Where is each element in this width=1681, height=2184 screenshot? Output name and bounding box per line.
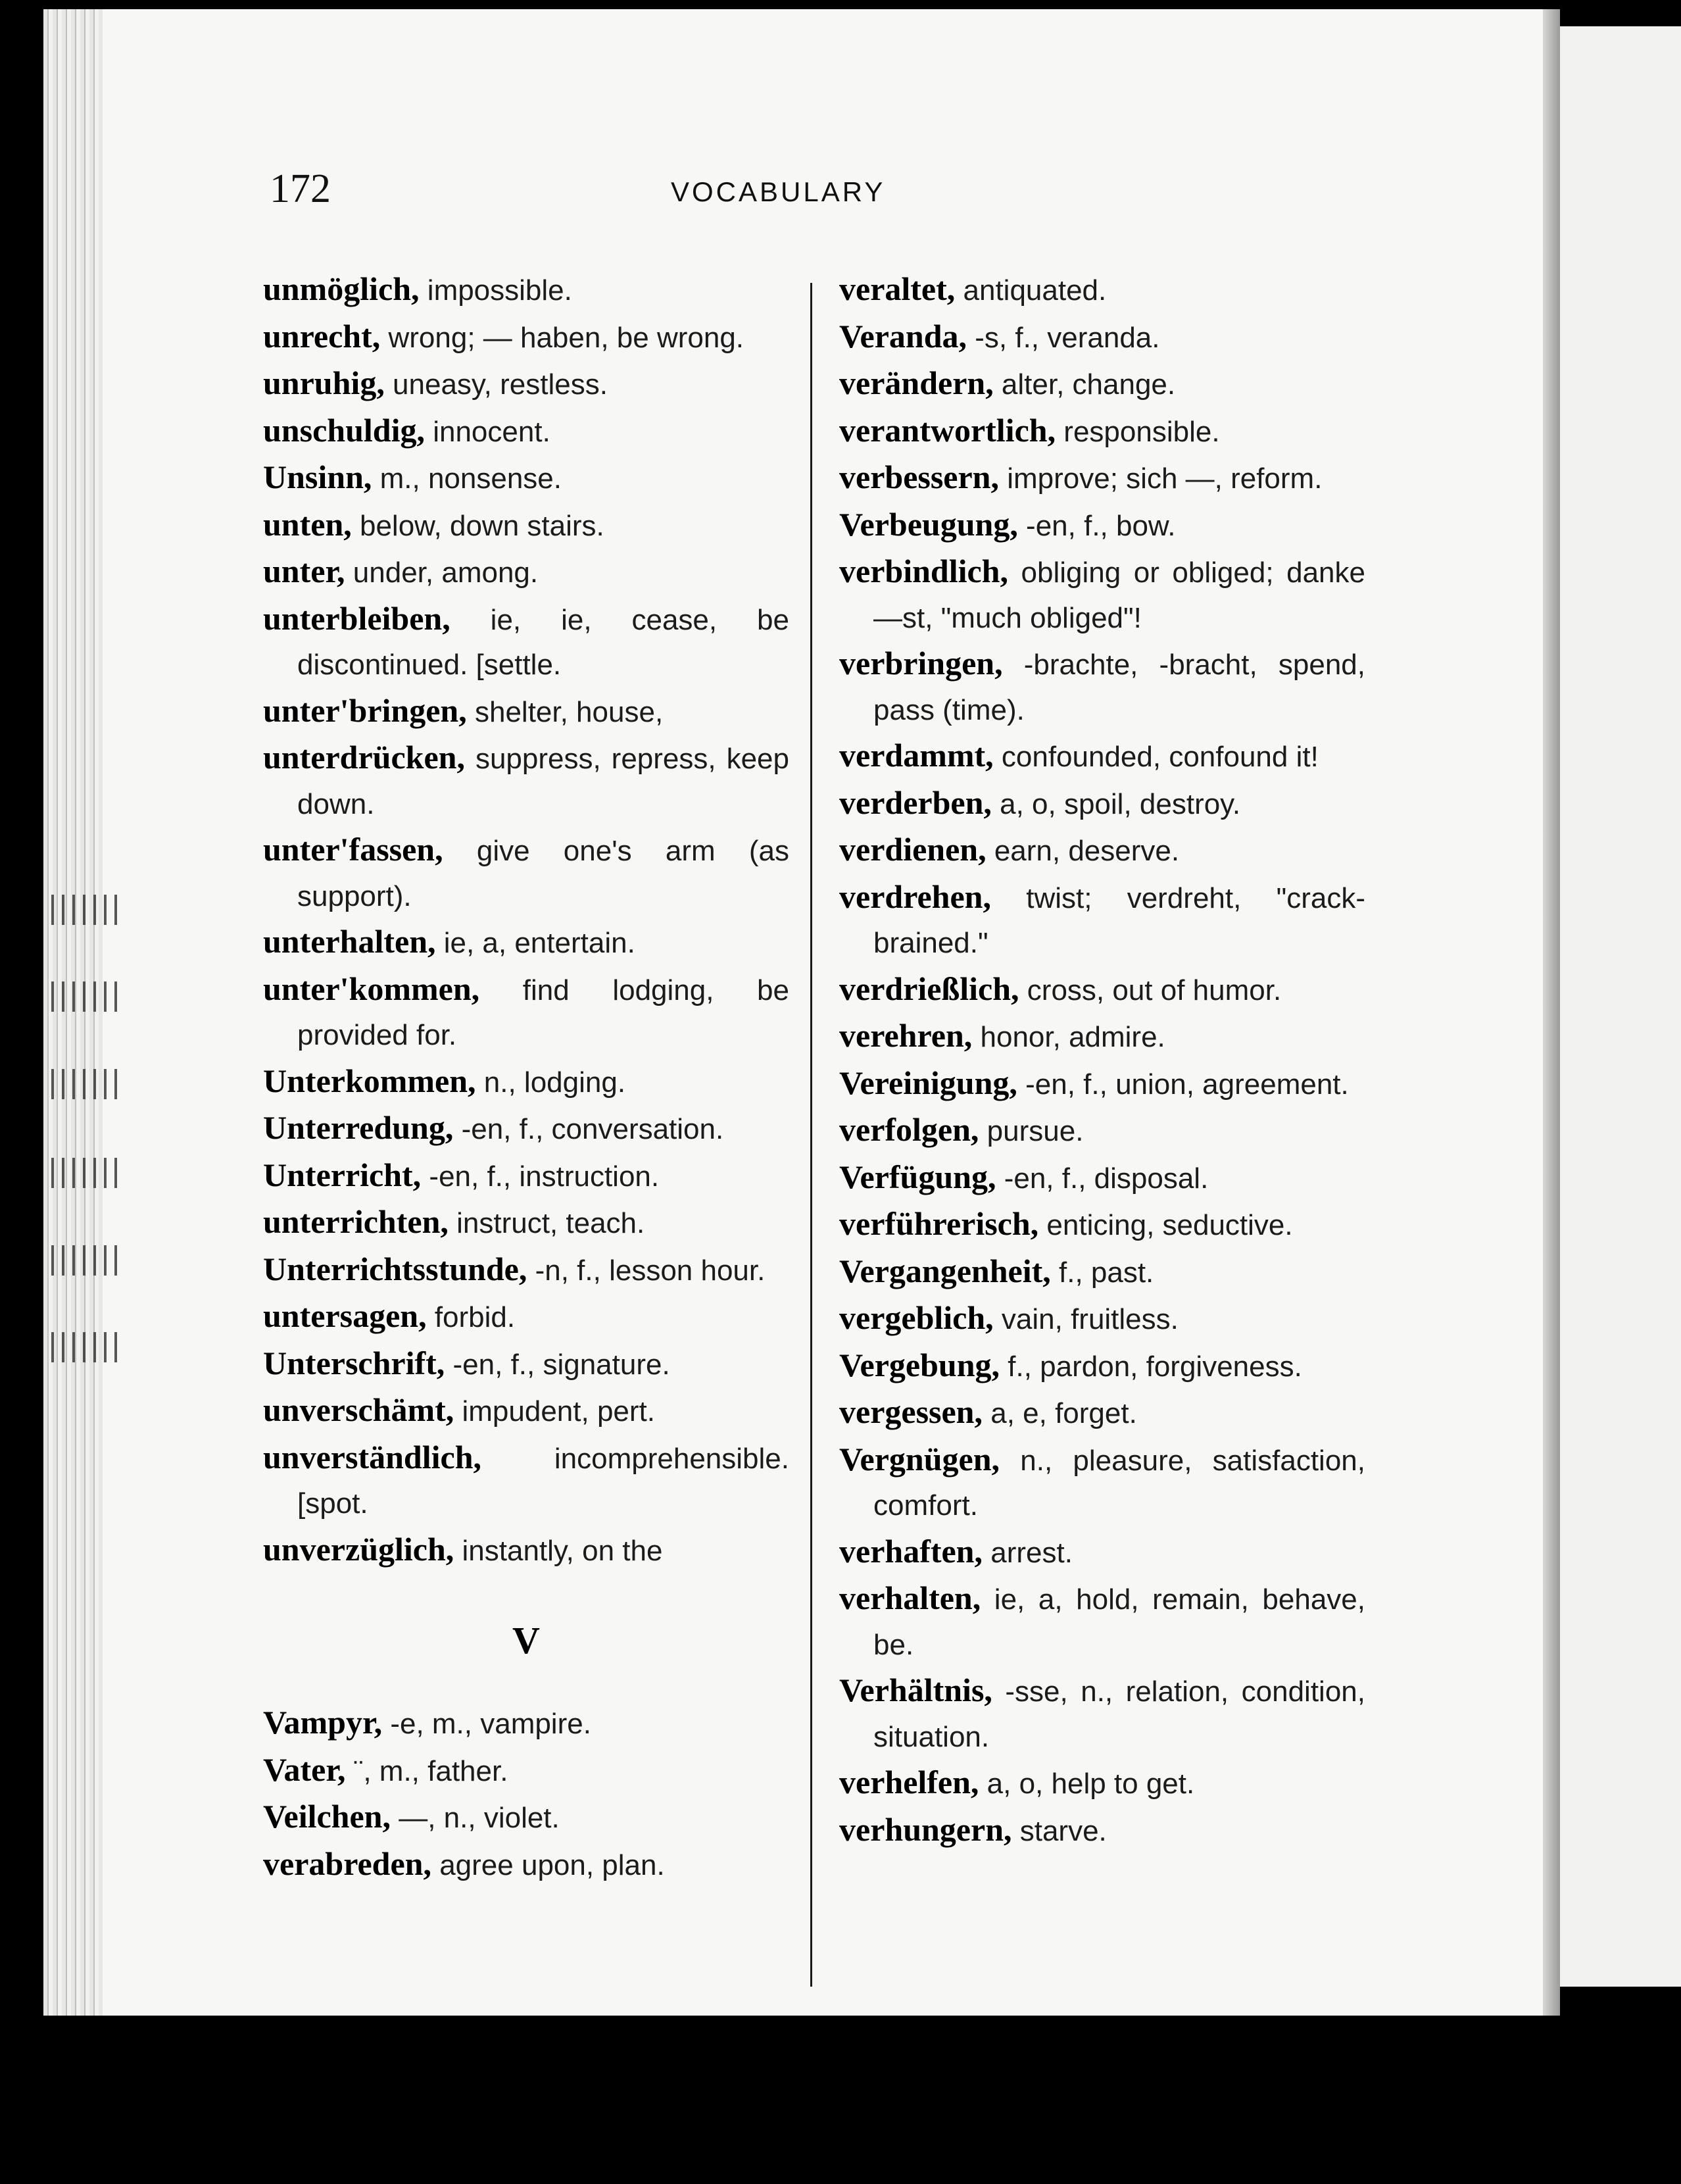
entry-headword: verhalten, <box>839 1579 981 1616</box>
dictionary-entry <box>839 314 1365 361</box>
dictionary-entry <box>839 827 1365 874</box>
dictionary-entry <box>839 455 1365 502</box>
edge-mark <box>51 1332 124 1362</box>
entry-definition: agree upon, plan. <box>431 1849 665 1881</box>
dictionary-entry <box>839 1807 1365 1854</box>
page-edges <box>43 9 103 2016</box>
entry-definition: -en, f., bow. <box>1017 509 1176 542</box>
entry-headword: Unsinn, <box>263 459 372 495</box>
entry-headword: unschuldig, <box>263 411 425 449</box>
entry-definition: pursue. <box>979 1115 1084 1147</box>
entry-headword: unter'kommen, <box>263 970 480 1007</box>
entry-headword: verfolgen, <box>839 1111 979 1148</box>
entry-definition: -en, f., union, agreement. <box>1017 1068 1349 1101</box>
entry-headword: verdrießlich, <box>839 970 1019 1007</box>
dictionary-entry <box>263 455 789 502</box>
entry-definition: impudent, pert. <box>454 1395 655 1427</box>
entry-headword: veraltet, <box>839 270 956 307</box>
dictionary-entry <box>263 596 789 688</box>
dictionary-entry <box>839 1343 1365 1390</box>
entry-definition: ie, a, hold, remain, behave, be. <box>873 1583 1365 1661</box>
dictionary-entry <box>839 1389 1365 1437</box>
entry-headword: verhungern, <box>839 1810 1012 1848</box>
entry-headword: verdienen, <box>839 831 987 868</box>
entry-definition: a, o, help to get. <box>979 1768 1195 1800</box>
dictionary-entry <box>263 688 789 735</box>
entry-headword: unterdrücken, <box>263 739 465 776</box>
entry-headword: unter'bringen, <box>263 691 467 729</box>
running-head: VOCABULARY <box>671 176 886 207</box>
entry-headword: unterrichten, <box>263 1203 449 1240</box>
entry-headword: verabreden, <box>263 1845 431 1882</box>
entry-headword: vergessen, <box>839 1393 983 1430</box>
entry-headword: untersagen, <box>263 1297 427 1334</box>
dictionary-entry <box>839 1013 1365 1060</box>
dictionary-entry <box>263 919 789 966</box>
dictionary-entry <box>839 1529 1365 1576</box>
entry-definition: m., nonsense. <box>372 462 562 495</box>
entry-headword: unter, <box>263 553 345 589</box>
entry-headword: verbringen, <box>839 645 1003 682</box>
entry-headword: Veilchen, <box>263 1798 391 1835</box>
section-letter: V <box>512 1619 540 1662</box>
dictionary-entry <box>839 1107 1365 1154</box>
entry-definition: wrong; — haben, be wrong. <box>380 321 744 354</box>
entry-definition: innocent. <box>424 415 550 448</box>
dictionary-entry <box>839 1154 1365 1202</box>
entry-definition: starve. <box>1011 1814 1107 1847</box>
dictionary-entry <box>263 1747 789 1795</box>
entry-headword: Veranda, <box>839 317 967 355</box>
dictionary-entry <box>839 549 1365 641</box>
entry-headword: Unterkommen, <box>263 1062 476 1099</box>
entry-definition: -en, f., disposal. <box>996 1162 1209 1195</box>
entry-definition: honor, admire. <box>972 1021 1165 1053</box>
entry-headword: verantwortlich, <box>839 411 1056 449</box>
dictionary-entry <box>263 1247 789 1294</box>
entry-definition: twist; verdreht, "crack-brained." <box>873 881 1365 959</box>
entry-definition: -e, m., vampire. <box>382 1708 591 1740</box>
entry-definition: give one's arm (as support). <box>297 835 789 912</box>
entry-definition: -en, f., instruction. <box>421 1160 660 1193</box>
entry-headword: Vergnügen, <box>839 1440 1000 1477</box>
entry-headword: Vampyr, <box>263 1704 383 1741</box>
dictionary-entry <box>263 1700 789 1747</box>
entry-headword: Verfügung, <box>839 1158 996 1195</box>
right-column <box>839 266 1365 1854</box>
entry-definition: arrest. <box>983 1536 1073 1569</box>
dictionary-entry <box>839 1437 1365 1529</box>
entry-definition: under, among. <box>345 557 539 589</box>
entry-headword: vergeblich, <box>839 1299 994 1336</box>
entry-definition: f., past. <box>1050 1256 1154 1289</box>
entry-headword: unruhig, <box>263 364 385 401</box>
entry-headword: verdammt, <box>839 737 994 774</box>
entry-definition: confounded, confound it! <box>993 741 1319 773</box>
dictionary-entry <box>839 408 1365 455</box>
entry-definition: n., lodging. <box>475 1066 626 1099</box>
entry-headword: unterbleiben, <box>263 599 451 637</box>
entry-definition: ie, a, entertain. <box>435 927 635 959</box>
dictionary-entry <box>839 1760 1365 1807</box>
left-entry-list <box>263 266 789 1574</box>
page-number: 172 <box>270 166 331 211</box>
entry-definition: ie, ie, cease, be discontinued. [settle. <box>297 603 789 681</box>
entry-definition: instruct, teach. <box>448 1207 645 1239</box>
entry-headword: Vergebung, <box>839 1346 1000 1383</box>
dictionary-entry <box>263 360 789 408</box>
entry-headword: unrecht, <box>263 317 381 355</box>
entry-definition: vain, fruitless. <box>993 1303 1179 1335</box>
dictionary-entry <box>839 502 1365 549</box>
dictionary-entry <box>839 1060 1365 1108</box>
edge-mark <box>51 981 124 1012</box>
entry-headword: Verhältnis, <box>839 1672 992 1708</box>
dictionary-entry <box>263 1527 789 1574</box>
entry-definition: -n, f., lesson hour. <box>527 1254 766 1287</box>
dictionary-entry <box>263 1199 789 1247</box>
entry-headword: unmöglich, <box>263 270 420 307</box>
dictionary-entry <box>839 1201 1365 1249</box>
entry-headword: Unterschrift, <box>263 1344 445 1381</box>
dictionary-entry <box>839 641 1365 733</box>
column-rule <box>810 283 812 1987</box>
entry-headword: unverständlich, <box>263 1438 482 1476</box>
page-header <box>263 166 1375 218</box>
entry-headword: unverzüglich, <box>263 1530 454 1568</box>
entry-definition: obliging or obliged; danke —st, "much obliged"! <box>873 557 1365 634</box>
entry-definition: forbid. <box>426 1301 516 1333</box>
entry-headword: verdrehen, <box>839 878 991 915</box>
entry-definition: below, down stairs. <box>351 509 604 542</box>
dictionary-entry <box>263 827 789 919</box>
entry-headword: unter'fassen, <box>263 831 443 868</box>
dictionary-entry <box>263 1435 789 1527</box>
entry-definition: antiquated. <box>955 274 1107 307</box>
dictionary-entry <box>263 1341 789 1388</box>
dictionary-entry <box>839 1576 1365 1668</box>
entry-definition: -en, f., signature. <box>445 1348 670 1381</box>
edge-mark <box>51 1245 124 1276</box>
dictionary-entry <box>263 1058 789 1106</box>
entry-definition: find lodging, be provided for. <box>297 974 789 1051</box>
right-entry-list <box>839 266 1365 1854</box>
dictionary-entry <box>839 266 1365 314</box>
entry-headword: Vereinigung, <box>839 1064 1017 1101</box>
dictionary-entry <box>839 966 1365 1014</box>
entry-definition: responsible. <box>1056 415 1220 448</box>
entry-definition: f., pardon, forgiveness. <box>1000 1350 1302 1383</box>
entry-headword: verehren, <box>839 1017 973 1054</box>
dictionary-entry <box>263 266 789 314</box>
dictionary-entry <box>263 735 789 827</box>
dictionary-entry <box>839 1668 1365 1760</box>
entry-headword: Vergangenheit, <box>839 1252 1051 1289</box>
entry-definition: -brachte, -bracht, spend, pass (time). <box>873 649 1365 726</box>
dictionary-entry <box>839 1295 1365 1343</box>
entry-definition: enticing, seductive. <box>1038 1209 1293 1241</box>
entry-definition: shelter, house, <box>466 695 664 728</box>
dictionary-entry <box>263 314 789 361</box>
dictionary-entry <box>263 502 789 549</box>
entry-definition: —, n., violet. <box>391 1802 560 1834</box>
entry-definition: impossible. <box>419 274 572 307</box>
dictionary-entry <box>839 733 1365 780</box>
entry-definition: a, e, forget. <box>983 1397 1137 1429</box>
dictionary-entry <box>263 1293 789 1341</box>
entry-headword: Unterredung, <box>263 1109 454 1146</box>
dictionary-entry <box>839 780 1365 828</box>
dictionary-entry <box>263 549 789 596</box>
entry-headword: verbindlich, <box>839 553 1008 589</box>
facing-page <box>1560 26 1681 1987</box>
dictionary-entry <box>839 360 1365 408</box>
entry-headword: unterhalten, <box>263 923 436 960</box>
entry-definition: instantly, on the <box>454 1534 663 1567</box>
dictionary-entry <box>263 1841 789 1889</box>
entry-headword: Vater, <box>263 1750 346 1788</box>
dictionary-entry <box>263 966 789 1058</box>
dictionary-entry <box>263 1387 789 1435</box>
left-entry-list-v <box>263 1700 789 1888</box>
entry-headword: verderben, <box>839 783 992 821</box>
entry-definition: ¨, m., father. <box>345 1754 508 1787</box>
entry-headword: verhelfen, <box>839 1764 979 1800</box>
entry-headword: verhaften, <box>839 1532 983 1570</box>
entry-definition: cross, out of humor. <box>1019 974 1282 1006</box>
entry-definition: n., pleasure, satisfaction, comfort. <box>873 1444 1365 1522</box>
entry-definition: uneasy, restless. <box>384 368 608 401</box>
edge-mark <box>51 895 124 925</box>
entry-definition: earn, deserve. <box>986 835 1180 867</box>
entry-headword: verführerisch, <box>839 1205 1039 1242</box>
entry-definition: suppress, repress, keep down. <box>297 743 789 820</box>
edge-mark <box>51 1069 124 1099</box>
entry-definition: alter, change. <box>993 368 1176 401</box>
dictionary-entry <box>263 1105 789 1153</box>
entry-definition: -sse, n., relation, condition, situation. <box>873 1675 1365 1753</box>
dictionary-entry <box>263 408 789 455</box>
entry-definition: a, o, spoil, destroy. <box>991 787 1241 820</box>
edge-mark <box>51 1158 124 1188</box>
entry-headword: unverschämt, <box>263 1391 454 1428</box>
dictionary-entry <box>263 1794 789 1841</box>
entry-headword: Unterricht, <box>263 1156 422 1193</box>
entry-headword: Verbeugung, <box>839 505 1018 543</box>
left-column <box>263 266 789 1888</box>
entry-headword: unten, <box>263 505 352 543</box>
dictionary-entry <box>839 874 1365 966</box>
entry-definition: incomprehensible. [spot. <box>297 1442 789 1520</box>
dictionary-entry <box>263 1153 789 1200</box>
entry-definition: improve; sich —, reform. <box>999 462 1323 495</box>
entry-definition: -en, f., conversation. <box>453 1113 724 1145</box>
entry-headword: verändern, <box>839 364 994 401</box>
dictionary-entry <box>839 1249 1365 1296</box>
entry-headword: verbessern, <box>839 459 999 495</box>
book-spine <box>1543 9 1560 2016</box>
entry-definition: -s, f., veranda. <box>967 321 1160 354</box>
entry-headword: Unterrichtsstunde, <box>263 1250 527 1287</box>
